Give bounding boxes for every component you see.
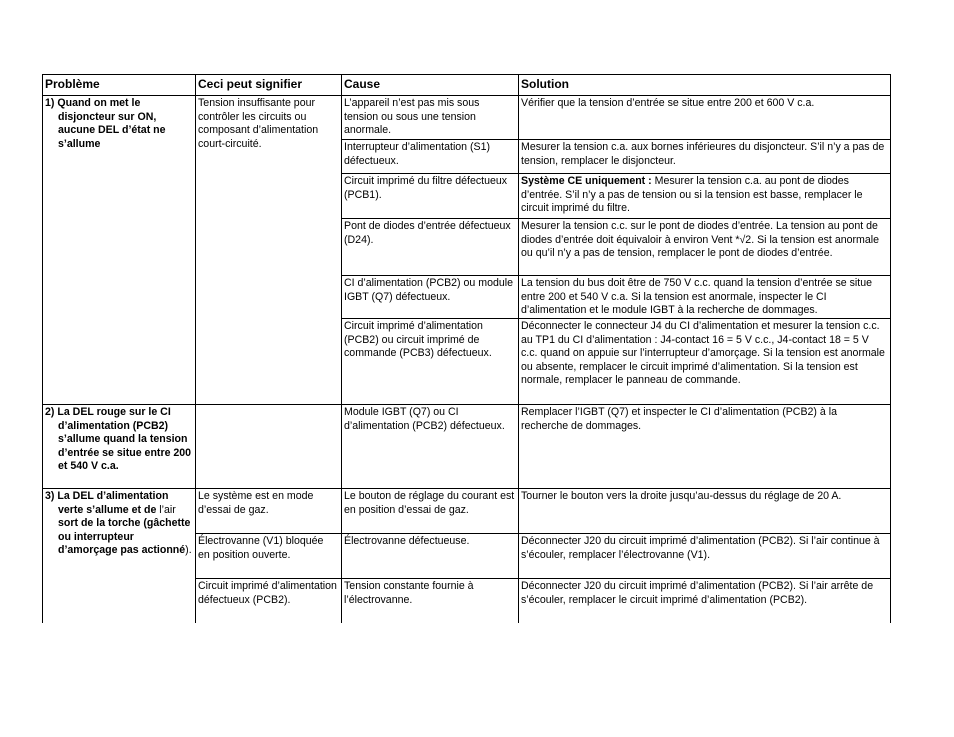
- cause-1-2: Interrupteur d’alimentation (S1) défectueux.: [344, 141, 491, 167]
- header-probleme: Problème: [45, 77, 100, 91]
- problem-1: [42, 95, 195, 404]
- cause-3-2: Électrovanne défectueuse.: [344, 535, 470, 547]
- meaning-1: Tension insuffisante pour contrôler les circuits ou composant d’alimentation court-circuité.: [198, 97, 319, 150]
- solution-3-2: Déconnecter J20 du circuit imprimé d’alimentation (PCB2). Si l’air continue à s’écouler, remplacer l’électrovanne (V1).: [521, 535, 880, 561]
- border-1-6: [341, 318, 891, 319]
- cause-1-6: Circuit imprimé d’alimentation (PCB2) ou circuit imprimé de commande (PCB3) défectueux.: [344, 320, 492, 360]
- border-header-bottom: [42, 95, 891, 96]
- border-col3: [341, 74, 342, 623]
- cause-3-3: Tension constante fournie à l’électrovanne.: [344, 580, 474, 606]
- border-3-2: [195, 533, 891, 534]
- header-solution: Solution: [521, 77, 569, 91]
- border-1-4: [341, 218, 891, 219]
- solution-1-4: Mesurer la tension c.c. sur le pont de diodes d’entrée. La tension au pont de diodes d’entrée doit équivaloir à environ Vent *√2. Si la tension est anormale ou qu’il n’y a pas de tension, remplacer le pont de diodes d’entrée.: [521, 220, 879, 260]
- problem-3: [42, 488, 195, 623]
- ce-only-label: Système CE uniquement :: [521, 175, 652, 187]
- solution-3-3: Déconnecter J20 du circuit imprimé d’alimentation (PCB2). Si l’air arrête de s’écouler, remplacer le circuit imprimé d’alimentation (PCB2).: [521, 580, 874, 606]
- solution-1-5: La tension du bus doit être de 750 V c.c. quand la tension d’entrée se situe entre 200 et 540 V c.a. Si la tension est anormale, inspecter le CI d’alimentation et le module IGBT à la recherche de dommages.: [521, 277, 873, 317]
- solution-1-3-text: Mesurer la tension c.a. au pont de diodes d’entrée. S’il n’y a pas de tension ou si la tension est basse, remplacer le circuit imprimé du filtre.: [521, 175, 863, 215]
- cause-1-3: Circuit imprimé du filtre défectueux (PCB1).: [344, 175, 508, 201]
- problem-2: [42, 404, 195, 488]
- problem-2-text: 2) La DEL rouge sur le CI d’alimentation (PCB2) s’allume quand la tension d’entrée se situe entre 200 et 540 V c.a.: [45, 406, 192, 473]
- border-1-5: [341, 275, 891, 276]
- border-top: [42, 74, 891, 75]
- cause-1-5: CI d’alimentation (PCB2) ou module IGBT (Q7) défectueux.: [344, 277, 513, 303]
- meaning-3-2: Électrovanne (V1) bloquée en position ouverte.: [198, 535, 324, 561]
- meaning-2: [195, 404, 341, 488]
- cause-2-1: Module IGBT (Q7) ou CI d’alimentation (PCB2) défectueux.: [344, 406, 505, 432]
- border-row3-top: [42, 488, 891, 489]
- meaning-3-1: Le système est en mode d’essai de gaz.: [198, 490, 314, 516]
- cause-1-1: L’appareil n’est pas mis sous tension ou sous une tension anormale.: [344, 97, 480, 137]
- border-left: [42, 74, 43, 623]
- solution-1-3: [518, 173, 890, 218]
- header-ceci-peut-signifier: Ceci peut signifier: [198, 77, 303, 91]
- solution-2-1: Remplacer l’IGBT (Q7) et inspecter le CI d’alimentation (PCB2) à la recherche de dommages.: [521, 406, 837, 432]
- problem-3-text: 3) La DEL d’alimentation verte s’allume et de l’air sort de la torche (gâchette ou interrupteur d’amorçage pas actionné).: [45, 490, 192, 557]
- border-col2: [195, 74, 196, 623]
- solution-1-6: Déconnecter le connecteur J4 du CI d’alimentation et mesurer la tension c.c. au TP1 du CI d’alimentation : J4-contact 16 = 5 V c.c., J4-contact 18 = 5 V c.c. quand on appuie sur l’interrupteur d’amorçage. Si la tension est anormale ou absente, remplacer le circuit imprimé d’alimentation. Si la tension est normale, remplacer le panneau de commande.: [521, 320, 885, 387]
- border-1-3: [341, 173, 891, 174]
- problem-1-text: 1) Quand on met le disjoncteur sur ON, aucune DEL d’état ne s’allume: [45, 97, 166, 150]
- solution-1-1: Vérifier que la tension d’entrée se situe entre 200 et 600 V c.a.: [521, 97, 815, 109]
- border-1-2: [341, 139, 891, 140]
- border-right: [890, 74, 891, 623]
- border-col4: [518, 74, 519, 623]
- meaning-3-3: Circuit imprimé d’alimentation défectueux (PCB2).: [198, 580, 337, 606]
- header-cause: Cause: [344, 77, 381, 91]
- cause-1-4: Pont de diodes d’entrée défectueux (D24).: [344, 220, 511, 246]
- border-3-3: [195, 578, 891, 579]
- solution-3-1: Tourner le bouton vers la droite jusqu’au-dessus du réglage de 20 A.: [521, 490, 842, 502]
- border-row2-top: [42, 404, 891, 405]
- cause-3-1: Le bouton de réglage du courant est en position d’essai de gaz.: [344, 490, 515, 516]
- solution-1-2: Mesurer la tension c.a. aux bornes inférieures du disjoncteur. S’il n’y a pas de tension, remplacer le disjoncteur.: [521, 141, 885, 167]
